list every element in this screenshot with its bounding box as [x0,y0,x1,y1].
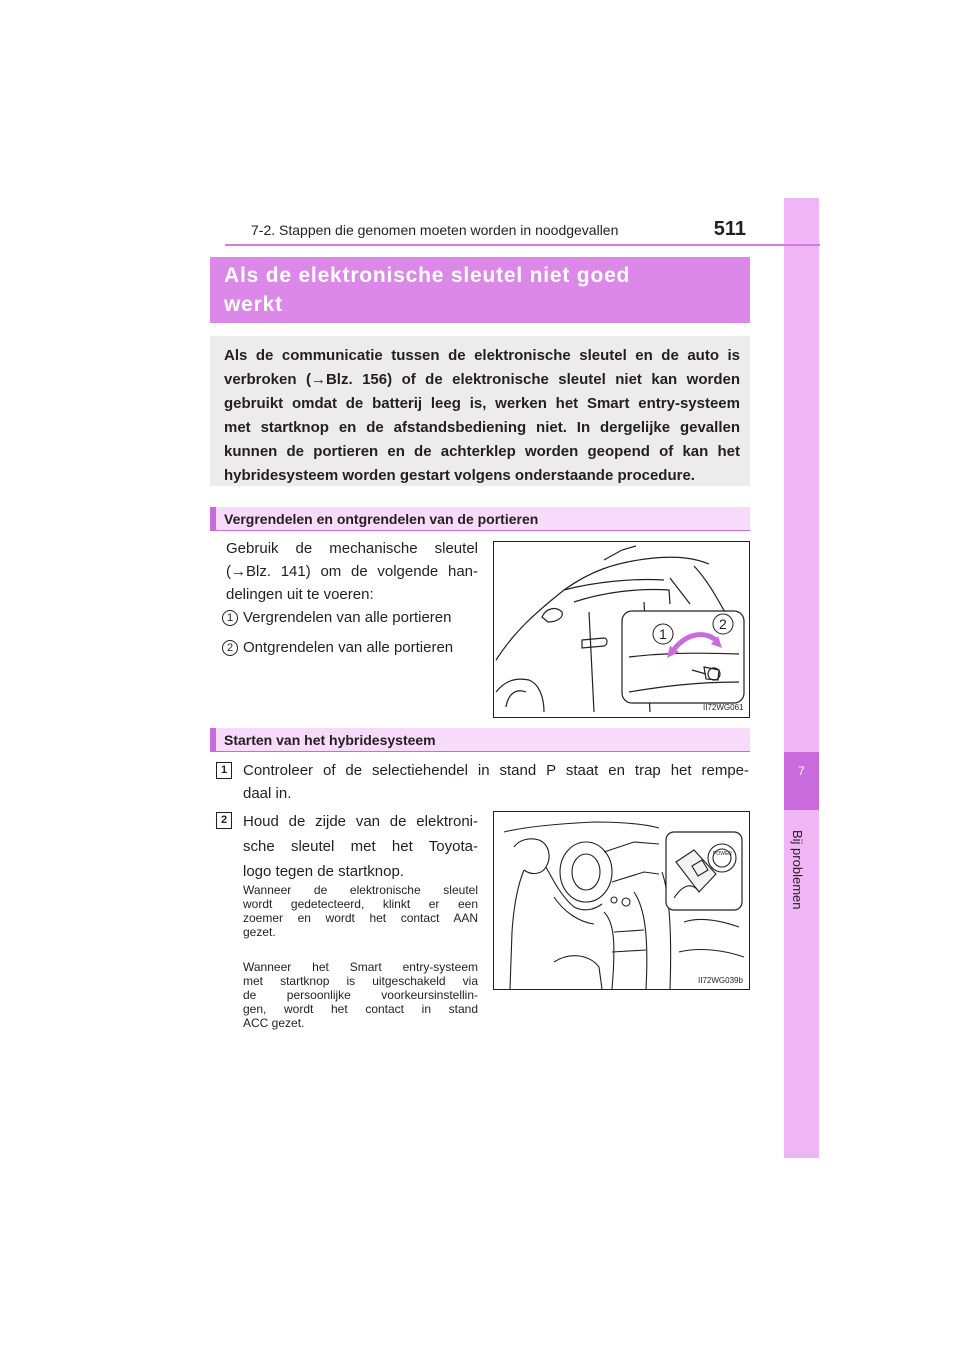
note-1-line: Wanneer de elektronische sleutel [243,883,478,897]
intro-line: gebruikt omdat de batterij leeg is, werken het Smart entry-systeem [224,395,740,412]
step-number-2: 2 [216,812,232,829]
door-key-illustration [493,541,750,718]
note-1-line: wordt gedetecteerd, klinkt er een [243,897,478,911]
side-tab-strip [784,198,819,1158]
item-lock-all: Vergrendelen van alle portieren [243,609,452,626]
power-button-label: POWER [713,851,732,857]
note-2-line: met startknop is uitgeschakeld via [243,974,478,988]
note-2-line: de persoonlijke voorkeursinstellin- [243,988,478,1002]
driver-cabin-drawing [494,812,749,989]
start-button-illustration [493,811,750,990]
chapter-number: 7 [798,764,805,778]
page-title-line-1: Als de elektronische sleutel niet goed [224,264,631,287]
item-unlock-all: Ontgrendelen van alle portieren [243,639,454,656]
car-door-drawing [494,542,749,717]
step-1-text [243,759,749,805]
section-header: 7-2. Stappen die genomen moeten worden in noodgevallen [251,222,619,238]
step-2-line: logo tegen de startknop. [243,863,404,880]
note-detected [243,883,478,939]
locking-instructions [226,537,478,606]
note-2-line: gen, wordt het contact in stand [243,1002,478,1016]
chapter-number-box [784,752,819,810]
step-1-line: Controleer of de selectiehendel in stand P staat en trap het rempe- [243,762,749,779]
locking-line: (→Blz. 141) om de volgende han- [226,563,478,580]
intro-line: met startknop en de afstandsbediening niet. In dergelijke gevallen [224,419,740,436]
page-title [210,257,750,323]
intro-line: verbroken (→Blz. 156) of de elektronische sleutel niet kan worden [224,371,740,388]
image-code-1: II72WG061 [703,703,744,712]
note-1-line: gezet. [243,925,276,939]
step-number-1: 1 [222,610,238,626]
note-disabled [243,960,478,1030]
intro-line: Als de communicatie tussen de elektronische sleutel en de auto is [224,347,740,364]
step-2-line: sche sleutel met het Toyota- [243,838,478,855]
note-1-line: zoemer en wordt het contact AAN [243,911,478,925]
note-2-line: Wanneer het Smart entry-systeem [243,960,478,974]
step-1-line: daal in. [243,785,292,802]
locking-line: delingen uit te voeren: [226,586,374,603]
page-title-line-2: werkt [224,293,283,316]
chapter-title: Bij problemen [790,830,805,910]
intro-line: kunnen de portieren en de achterklep worden geopend of kan het [224,443,740,460]
callout-1: 1 [659,626,667,642]
image-code-2: II72WG039b [698,976,743,985]
section-heading-start: Starten van het hybridesysteem [210,728,750,752]
callout-2: 2 [719,616,727,632]
note-2-line: ACC gezet. [243,1016,305,1030]
page-number: 511 [713,218,746,240]
intro-box [210,336,750,486]
step-number-1: 1 [216,762,232,779]
step-2-text [243,809,478,884]
intro-line: hybridesysteem worden gestart volgens onderstaande procedure. [224,467,695,484]
section-heading-locking: Vergrendelen en ontgrendelen van de portieren [210,507,750,531]
locking-line: Gebruik de mechanische sleutel [226,540,478,557]
step-number-2: 2 [222,640,238,656]
header-rule [225,244,820,246]
step-2-line: Houd de zijde van de elektroni- [243,813,478,830]
